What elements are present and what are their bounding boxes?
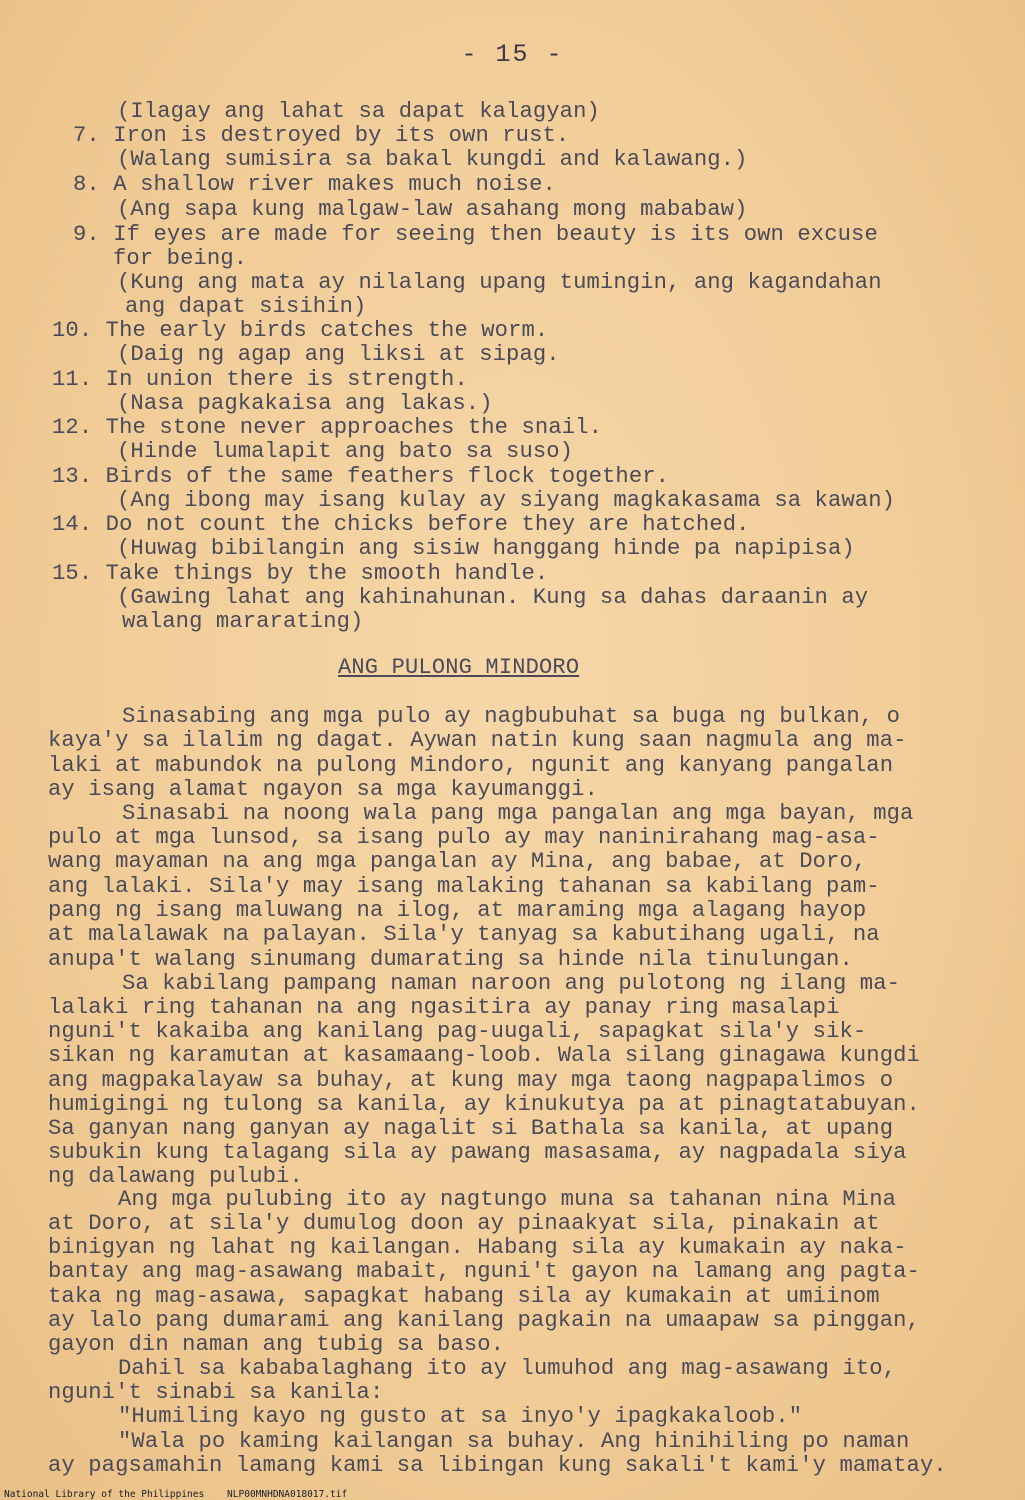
story-line: Ang mga pulubing ito ay nagtungo muna sa tahanan nina Mina xyxy=(118,1187,897,1212)
story-line: nguni't sinabi sa kanila: xyxy=(48,1380,384,1405)
story-line: ay lalo pang dumarami ang kanilang pagkain na umaapaw sa pinggan, xyxy=(48,1308,920,1333)
story-line: sikan ng karamutan at kasamaang-loob. Wala silang ginagawa kungdi xyxy=(48,1043,920,1068)
story-line: Sinasabi na noong wala pang mga pangalan ang mga bayan, mga xyxy=(122,801,914,826)
proverb-line: (Daig ng agap ang liksi at sipag. xyxy=(117,342,560,367)
proverb-line: 7. Iron is destroyed by its own rust. xyxy=(73,123,570,148)
proverb-line: (Huwag bibilangin ang sisiw hanggang hinde pa napipisa) xyxy=(117,536,855,561)
proverb-line: 14. Do not count the chicks before they are hatched. xyxy=(52,512,750,537)
story-line: ang lalaki. Sila'y may isang malaking tahanan sa kabilang pam- xyxy=(48,874,880,899)
story-line: subukin kung talagang sila ay pawang masasama, ay nagpadala siya xyxy=(48,1140,907,1165)
story-line: anupa't walang sinumang dumarating sa hinde nila tinulungan. xyxy=(48,947,853,972)
story-line: ng dalawang pulubi. xyxy=(48,1164,303,1189)
story-line: ang magpakalayaw sa buhay, at kung may mga taong nagpapalimos o xyxy=(48,1068,894,1093)
story-title: ANG PULONG MINDORO xyxy=(338,655,580,680)
story-line: taka ng mag-asawa, sapagkat habang sila ay kumakain at umiinom xyxy=(48,1284,880,1309)
story-line: humigingi ng tulong sa kanila, ay kinukutya pa at pinagtatabuyan. xyxy=(48,1092,920,1117)
story-line: Sa kabilang pampang naman naroon ang pulotong ng ilang ma- xyxy=(122,971,901,996)
story-line: at Doro, at sila'y dumulog doon ay pinaakyat sila, pinakain at xyxy=(48,1211,880,1236)
proverb-line: 13. Birds of the same feathers flock together. xyxy=(52,464,670,489)
proverb-line: walang mararating) xyxy=(122,609,364,634)
proverb-line: (Gawing lahat ang kahinahunan. Kung sa dahas daraanin ay xyxy=(117,585,869,610)
proverb-line: 15. Take things by the smooth handle. xyxy=(52,561,549,586)
story-line: "Humiling kayo ng gusto at sa inyo'y ipagkakaloob." xyxy=(118,1404,803,1429)
story-line: bantay ang mag-asawang mabait, nguni't gayon na lamang ang pagta- xyxy=(48,1259,920,1284)
story-line: gayon din naman ang tubig sa baso. xyxy=(48,1332,505,1357)
story-line: Sinasabing ang mga pulo ay nagbubuhat sa buga ng bulkan, o xyxy=(122,704,901,729)
proverb-line: 10. The early birds catches the worm. xyxy=(52,318,549,343)
story-line: laki at mabundok na pulong Mindoro, ngunit ang kanyang pangalan xyxy=(48,753,894,778)
archive-footer: National Library of the Philippines NLP00MNHDNA018017.tif xyxy=(4,1489,348,1500)
story-line: ay isang alamat ngayon sa mga kayumanggi. xyxy=(48,777,599,802)
proverb-line: (Hinde lumalapit ang bato sa suso) xyxy=(117,439,574,464)
proverb-line: (Ang sapa kung malgaw-law asahang mong mababaw) xyxy=(117,197,748,222)
page-number: - 15 - xyxy=(461,40,564,69)
proverb-line: 8. A shallow river makes much noise. xyxy=(73,172,556,197)
proverb-line: 9. If eyes are made for seeing then beauty is its own excuse xyxy=(73,222,878,247)
story-line: pulo at mga lunsod, sa isang pulo ay may naninirahang mag-asa- xyxy=(48,825,880,850)
proverb-line: 12. The stone never approaches the snail. xyxy=(52,415,603,440)
story-line: lalaki ring tahanan na ang ngasitira ay panay ring masalapi xyxy=(48,995,840,1020)
story-line: at malalawak na palayan. Sila'y tanyag sa kabutihang ugali, na xyxy=(48,922,880,947)
proverb-line: (Ang ibong may isang kulay ay siyang magkakasama sa kawan) xyxy=(117,488,896,513)
proverb-line: for being. xyxy=(113,246,248,271)
story-line: "Wala po kaming kailangan sa buhay. Ang hinihiling po naman xyxy=(118,1429,910,1454)
proverb-line: (Kung ang mata ay nilalang upang tumingin, ang kagandahan xyxy=(117,270,882,295)
proverb-line: (Ilagay ang lahat sa dapat kalagyan) xyxy=(117,99,600,124)
proverb-line: (Walang sumisira sa bakal kungdi and kalawang.) xyxy=(117,147,748,172)
story-line: Sa ganyan nang ganyan ay nagalit si Bathala sa kanila, at upang xyxy=(48,1116,894,1141)
story-line: pang ng isang maluwang na ilog, at maraming mga alagang hayop xyxy=(48,898,867,923)
proverb-line: ang dapat sisihin) xyxy=(125,294,367,319)
story-line: wang mayaman na ang mga pangalan ay Mina, ang babae, at Doro, xyxy=(48,849,867,874)
story-line: ay pagsamahin lamang kami sa libingan kung sakali't kami'y mamatay. xyxy=(48,1453,947,1478)
proverb-line: 11. In union there is strength. xyxy=(52,367,468,392)
story-line: Dahil sa kababalaghang ito ay lumuhod ang mag-asawang ito, xyxy=(118,1356,897,1381)
story-line: kaya'y sa ilalim ng dagat. Aywan natin kung saan nagmula ang ma- xyxy=(48,728,907,753)
story-line: binigyan ng lahat ng kailangan. Habang sila ay kumakain ay naka- xyxy=(48,1235,907,1260)
story-line: nguni't kakaiba ang kanilang pag-uugali, sapagkat sila'y sik- xyxy=(48,1019,867,1044)
proverb-line: (Nasa pagkakaisa ang lakas.) xyxy=(117,391,493,416)
